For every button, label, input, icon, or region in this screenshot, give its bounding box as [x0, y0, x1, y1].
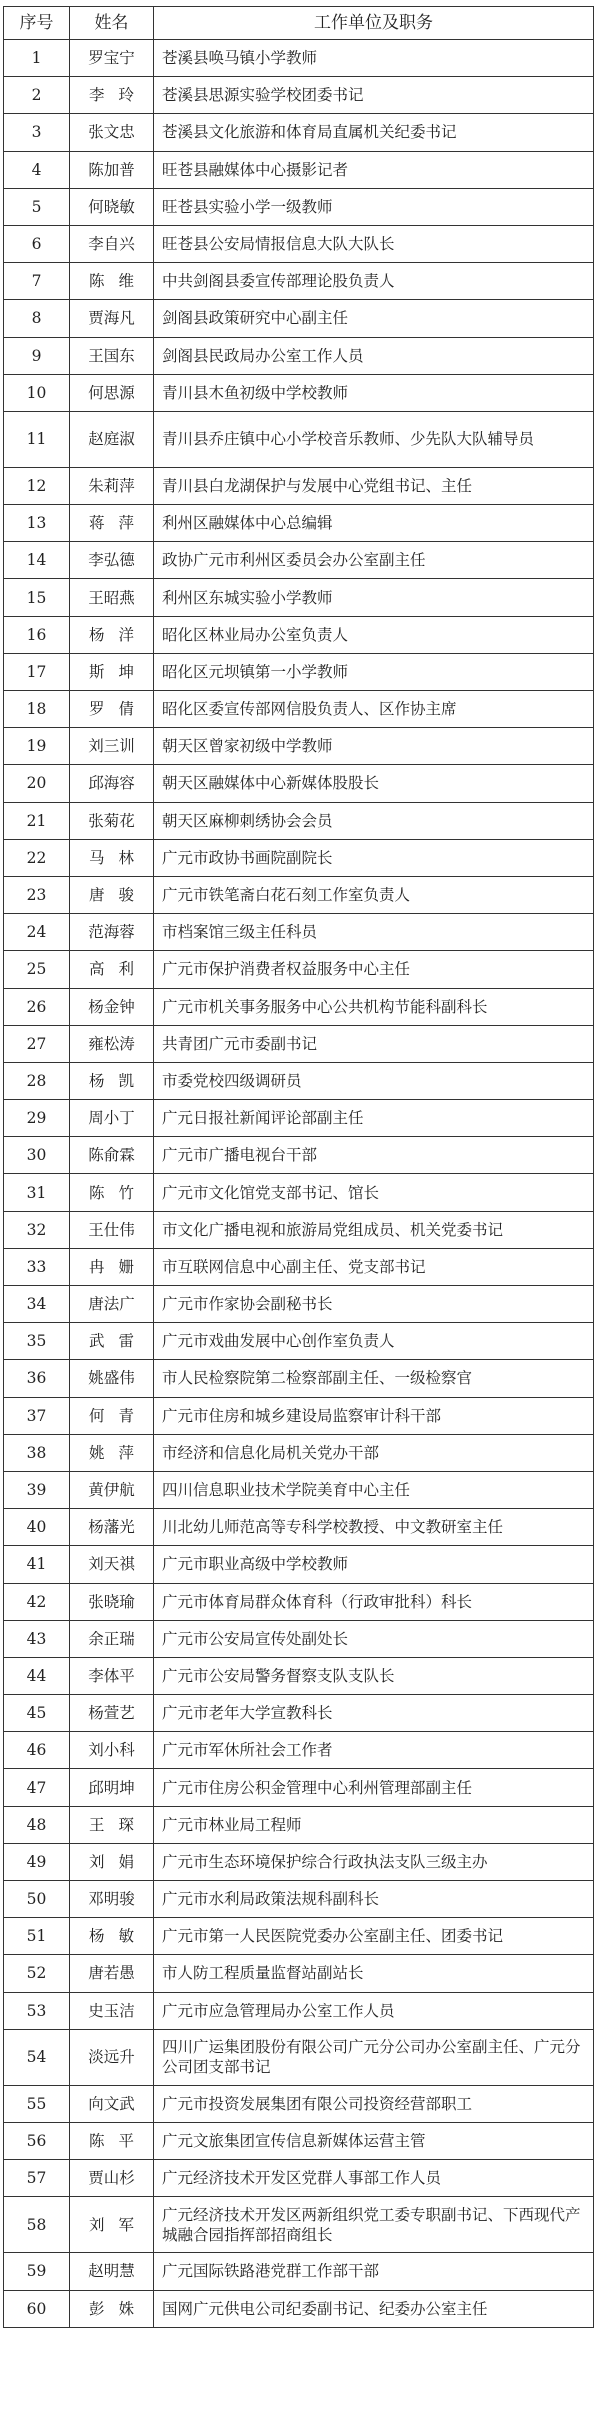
row-org: 广元市应急管理局办公室工作人员: [154, 1992, 594, 2029]
row-name: 杨金钟: [70, 988, 154, 1025]
table-row: [4, 2029, 594, 2085]
row-index: 11: [4, 411, 70, 467]
row-index: 15: [4, 579, 70, 616]
row-index: 56: [4, 2122, 70, 2159]
table-row: [4, 467, 594, 504]
row-org: 广元市军休所社会工作者: [154, 1732, 594, 1769]
row-org: 朝天区麻柳刺绣协会会员: [154, 802, 594, 839]
row-org: 广元市老年大学宣教科长: [154, 1695, 594, 1732]
row-index: 33: [4, 1248, 70, 1285]
row-name: 朱莉萍: [70, 467, 154, 504]
row-index: 35: [4, 1323, 70, 1360]
row-index: 12: [4, 467, 70, 504]
row-name: 李自兴: [70, 225, 154, 262]
row-index: 25: [4, 951, 70, 988]
row-name: 淡远升: [70, 2029, 154, 2085]
row-index: 42: [4, 1583, 70, 1620]
row-index: 9: [4, 337, 70, 374]
table-row: [4, 411, 594, 467]
row-org: 广元市住房和城乡建设局监察审计科干部: [154, 1397, 594, 1434]
row-org: 四川信息职业技术学院美育中心主任: [154, 1471, 594, 1508]
row-index: 21: [4, 802, 70, 839]
row-org: 广元市文化馆党支部书记、馆长: [154, 1174, 594, 1211]
row-name: 陈俞霖: [70, 1137, 154, 1174]
row-index: 41: [4, 1546, 70, 1583]
row-org: 青川县木鱼初级中学校教师: [154, 374, 594, 411]
table-row: [4, 616, 594, 653]
row-org: 市人民检察院第二检察部副主任、一级检察官: [154, 1360, 594, 1397]
row-name: 何思源: [70, 374, 154, 411]
row-name: 斯坤: [70, 653, 154, 690]
row-name: 刘三训: [70, 728, 154, 765]
row-name: 武雷: [70, 1323, 154, 1360]
row-index: 26: [4, 988, 70, 1025]
row-org: 旺苍县融媒体中心摄影记者: [154, 151, 594, 188]
table-row: [4, 263, 594, 300]
table-row: [4, 77, 594, 114]
row-name: 向文武: [70, 2085, 154, 2122]
row-org: 广元文旅集团宣传信息新媒体运营主管: [154, 2122, 594, 2159]
row-name: 余正瑞: [70, 1620, 154, 1657]
row-index: 52: [4, 1955, 70, 1992]
table-row: [4, 2160, 594, 2197]
row-name: 刘天祺: [70, 1546, 154, 1583]
row-name: 张文忠: [70, 114, 154, 151]
row-index: 20: [4, 765, 70, 802]
row-org: 市经济和信息化局机关党办干部: [154, 1434, 594, 1471]
row-org: 利州区东城实验小学教师: [154, 579, 594, 616]
row-org: 剑阁县民政局办公室工作人员: [154, 337, 594, 374]
row-index: 38: [4, 1434, 70, 1471]
row-org: 市档案馆三级主任科员: [154, 914, 594, 951]
row-name: 杨敏: [70, 1918, 154, 1955]
row-name: 冉姗: [70, 1248, 154, 1285]
row-org: 广元市公安局警务督察支队支队长: [154, 1657, 594, 1694]
row-name: 蒋萍: [70, 505, 154, 542]
table-row: [4, 1732, 594, 1769]
table-row: [4, 542, 594, 579]
table-row: [4, 1025, 594, 1062]
row-org: 广元市广播电视台干部: [154, 1137, 594, 1174]
row-name: 张晓瑜: [70, 1583, 154, 1620]
table-row: [4, 1323, 594, 1360]
row-org: 广元市戏曲发展中心创作室负责人: [154, 1323, 594, 1360]
table-row: [4, 1806, 594, 1843]
row-org: 广元市职业高级中学校教师: [154, 1546, 594, 1583]
row-org: 广元日报社新闻评论部副主任: [154, 1100, 594, 1137]
table-row: [4, 876, 594, 913]
row-name: 唐骏: [70, 876, 154, 913]
table-header-row: [4, 7, 594, 40]
row-name: 李弘德: [70, 542, 154, 579]
table-row: [4, 1360, 594, 1397]
table-row: [4, 988, 594, 1025]
row-org: 广元经济技术开发区两新组织党工委专职副书记、下西现代产城融合园指挥部招商组长: [154, 2197, 594, 2253]
row-index: 30: [4, 1137, 70, 1174]
table-row: [4, 1769, 594, 1806]
row-name: 罗宝宁: [70, 40, 154, 77]
row-index: 50: [4, 1881, 70, 1918]
table-row: [4, 1992, 594, 2029]
row-index: 17: [4, 653, 70, 690]
row-org: 昭化区委宣传部网信股负责人、区作协主席: [154, 691, 594, 728]
row-index: 8: [4, 300, 70, 337]
table-row: [4, 1657, 594, 1694]
row-org: 昭化区林业局办公室负责人: [154, 616, 594, 653]
row-name: 黄伊航: [70, 1471, 154, 1508]
row-org: 广元市生态环境保护综合行政执法支队三级主办: [154, 1843, 594, 1880]
row-index: 45: [4, 1695, 70, 1732]
row-name: 邱海容: [70, 765, 154, 802]
row-name: 范海蓉: [70, 914, 154, 951]
row-name: 姚萍: [70, 1434, 154, 1471]
row-index: 10: [4, 374, 70, 411]
table-row: [4, 1955, 594, 1992]
row-index: 57: [4, 2160, 70, 2197]
table-row: [4, 114, 594, 151]
row-name: 邓明骏: [70, 1881, 154, 1918]
row-org: 市委党校四级调研员: [154, 1062, 594, 1099]
row-org: 广元市作家协会副秘书长: [154, 1286, 594, 1323]
row-org: 市互联网信息中心副主任、党支部书记: [154, 1248, 594, 1285]
row-org: 川北幼儿师范高等专科学校教授、中文教研室主任: [154, 1509, 594, 1546]
table-row: [4, 1062, 594, 1099]
row-org: 广元市第一人民医院党委办公室副主任、团委书记: [154, 1918, 594, 1955]
row-index: 60: [4, 2290, 70, 2327]
row-index: 43: [4, 1620, 70, 1657]
table-row: [4, 802, 594, 839]
table-row: [4, 300, 594, 337]
table-row: [4, 1100, 594, 1137]
table-row: [4, 1137, 594, 1174]
table-row: [4, 653, 594, 690]
row-name: 李体平: [70, 1657, 154, 1694]
table-row: [4, 2290, 594, 2327]
row-index: 28: [4, 1062, 70, 1099]
row-index: 16: [4, 616, 70, 653]
row-name: 邱明坤: [70, 1769, 154, 1806]
row-org: 朝天区曾家初级中学教师: [154, 728, 594, 765]
row-index: 46: [4, 1732, 70, 1769]
row-name: 史玉洁: [70, 1992, 154, 2029]
row-name: 赵明慧: [70, 2253, 154, 2290]
row-name: 唐法广: [70, 1286, 154, 1323]
row-org: 广元经济技术开发区党群人事部工作人员: [154, 2160, 594, 2197]
table-row: [4, 1620, 594, 1657]
table-row: [4, 225, 594, 262]
row-name: 何晓敏: [70, 188, 154, 225]
row-org: 剑阁县政策研究中心副主任: [154, 300, 594, 337]
table-row: [4, 2253, 594, 2290]
row-org: 广元市水利局政策法规科副科长: [154, 1881, 594, 1918]
row-index: 37: [4, 1397, 70, 1434]
table-row: [4, 1695, 594, 1732]
row-index: 4: [4, 151, 70, 188]
row-index: 19: [4, 728, 70, 765]
table-row: [4, 1174, 594, 1211]
row-org: 共青团广元市委副书记: [154, 1025, 594, 1062]
row-index: 55: [4, 2085, 70, 2122]
row-index: 7: [4, 263, 70, 300]
row-index: 53: [4, 1992, 70, 2029]
roster-table: [3, 6, 594, 2328]
table-row: [4, 839, 594, 876]
row-org: 苍溪县唤马镇小学教师: [154, 40, 594, 77]
table-row: [4, 188, 594, 225]
row-index: 31: [4, 1174, 70, 1211]
row-index: 29: [4, 1100, 70, 1137]
row-org: 旺苍县实验小学一级教师: [154, 188, 594, 225]
table-row: [4, 1211, 594, 1248]
table-row: [4, 765, 594, 802]
table-row: [4, 691, 594, 728]
row-name: 陈平: [70, 2122, 154, 2159]
table-row: [4, 1918, 594, 1955]
row-org: 广元市林业局工程师: [154, 1806, 594, 1843]
row-org: 利州区融媒体中心总编辑: [154, 505, 594, 542]
row-index: 49: [4, 1843, 70, 1880]
row-org: 朝天区融媒体中心新媒体股股长: [154, 765, 594, 802]
row-index: 22: [4, 839, 70, 876]
row-index: 18: [4, 691, 70, 728]
row-org: 广元市铁笔斋白花石刻工作室负责人: [154, 876, 594, 913]
row-org: 广元市机关事务服务中心公共机构节能科副科长: [154, 988, 594, 1025]
row-org: 旺苍县公安局情报信息大队大队长: [154, 225, 594, 262]
table-row: [4, 1843, 594, 1880]
row-name: 杨凯: [70, 1062, 154, 1099]
row-index: 34: [4, 1286, 70, 1323]
row-index: 32: [4, 1211, 70, 1248]
row-name: 张菊花: [70, 802, 154, 839]
table-row: [4, 151, 594, 188]
row-name: 陈加普: [70, 151, 154, 188]
row-name: 高利: [70, 951, 154, 988]
table-row: [4, 914, 594, 951]
table-row: [4, 2197, 594, 2253]
table-row: [4, 1546, 594, 1583]
row-org: 苍溪县思源实验学校团委书记: [154, 77, 594, 114]
table-row: [4, 2085, 594, 2122]
row-name: 王琛: [70, 1806, 154, 1843]
header-index: 序号: [4, 7, 70, 40]
row-org: 市人防工程质量监督站副站长: [154, 1955, 594, 1992]
row-name: 李玲: [70, 77, 154, 114]
row-name: 王国东: [70, 337, 154, 374]
row-name: 姚盛伟: [70, 1360, 154, 1397]
row-name: 彭姝: [70, 2290, 154, 2327]
table-row: [4, 951, 594, 988]
row-index: 36: [4, 1360, 70, 1397]
row-index: 51: [4, 1918, 70, 1955]
table-row: [4, 1881, 594, 1918]
row-name: 刘军: [70, 2197, 154, 2253]
table-row: [4, 40, 594, 77]
row-index: 2: [4, 77, 70, 114]
table-row: [4, 1583, 594, 1620]
row-index: 59: [4, 2253, 70, 2290]
row-name: 刘小科: [70, 1732, 154, 1769]
row-org: 广元国际铁路港党群工作部干部: [154, 2253, 594, 2290]
row-name: 杨洋: [70, 616, 154, 653]
row-index: 39: [4, 1471, 70, 1508]
table-row: [4, 1509, 594, 1546]
table-row: [4, 579, 594, 616]
table-row: [4, 505, 594, 542]
row-name: 马林: [70, 839, 154, 876]
row-org: 中共剑阁县委宣传部理论股负责人: [154, 263, 594, 300]
row-org: 广元市政协书画院副院长: [154, 839, 594, 876]
row-name: 陈维: [70, 263, 154, 300]
row-index: 54: [4, 2029, 70, 2085]
row-index: 27: [4, 1025, 70, 1062]
row-org: 国网广元供电公司纪委副书记、纪委办公室主任: [154, 2290, 594, 2327]
row-org: 市文化广播电视和旅游局党组成员、机关党委书记: [154, 1211, 594, 1248]
row-name: 周小丁: [70, 1100, 154, 1137]
table-row: [4, 337, 594, 374]
row-name: 贾海凡: [70, 300, 154, 337]
row-name: 贾山杉: [70, 2160, 154, 2197]
table-row: [4, 2122, 594, 2159]
row-index: 24: [4, 914, 70, 951]
row-name: 陈竹: [70, 1174, 154, 1211]
row-org: 青川县乔庄镇中心小学校音乐教师、少先队大队辅导员: [154, 411, 594, 467]
table-body: [4, 40, 594, 2328]
row-org: 广元市住房公积金管理中心利州管理部副主任: [154, 1769, 594, 1806]
table-row: [4, 374, 594, 411]
row-index: 14: [4, 542, 70, 579]
row-index: 13: [4, 505, 70, 542]
row-name: 唐若愚: [70, 1955, 154, 1992]
row-name: 雍松涛: [70, 1025, 154, 1062]
row-index: 3: [4, 114, 70, 151]
header-org: 工作单位及职务: [154, 7, 594, 40]
row-name: 赵庭淑: [70, 411, 154, 467]
row-org: 广元市体育局群众体育科（行政审批科）科长: [154, 1583, 594, 1620]
row-org: 广元市投资发展集团有限公司投资经营部职工: [154, 2085, 594, 2122]
header-name: 姓名: [70, 7, 154, 40]
row-name: 杨萱艺: [70, 1695, 154, 1732]
row-index: 6: [4, 225, 70, 262]
row-index: 44: [4, 1657, 70, 1694]
table-row: [4, 1286, 594, 1323]
row-index: 23: [4, 876, 70, 913]
row-index: 5: [4, 188, 70, 225]
row-org: 广元市保护消费者权益服务中心主任: [154, 951, 594, 988]
table-row: [4, 1434, 594, 1471]
row-name: 何青: [70, 1397, 154, 1434]
row-name: 刘娟: [70, 1843, 154, 1880]
row-name: 杨藩光: [70, 1509, 154, 1546]
row-org: 昭化区元坝镇第一小学教师: [154, 653, 594, 690]
table-row: [4, 1397, 594, 1434]
table-row: [4, 1471, 594, 1508]
row-index: 47: [4, 1769, 70, 1806]
table-row: [4, 1248, 594, 1285]
row-org: 青川县白龙湖保护与发展中心党组书记、主任: [154, 467, 594, 504]
row-org: 四川广运集团股份有限公司广元分公司办公室副主任、广元分公司团支部书记: [154, 2029, 594, 2085]
row-index: 1: [4, 40, 70, 77]
row-org: 苍溪县文化旅游和体育局直属机关纪委书记: [154, 114, 594, 151]
row-name: 王昭燕: [70, 579, 154, 616]
row-name: 罗倩: [70, 691, 154, 728]
table-row: [4, 728, 594, 765]
row-index: 48: [4, 1806, 70, 1843]
row-name: 王仕伟: [70, 1211, 154, 1248]
row-org: 广元市公安局宣传处副处长: [154, 1620, 594, 1657]
row-index: 40: [4, 1509, 70, 1546]
row-org: 政协广元市利州区委员会办公室副主任: [154, 542, 594, 579]
document: [3, 6, 593, 2328]
row-index: 58: [4, 2197, 70, 2253]
